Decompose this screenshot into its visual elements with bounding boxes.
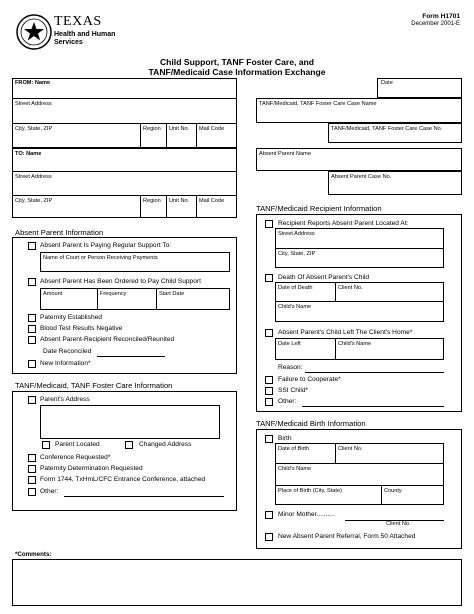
comments-field[interactable] xyxy=(12,559,462,606)
texas-hhs-logo xyxy=(14,12,134,56)
from-region-label: Region xyxy=(143,126,161,132)
form-date: December 2001-E xyxy=(411,21,460,27)
foster-other-checkbox[interactable] xyxy=(28,488,36,496)
form-title-line1: Child Support, TANF Foster Care, and xyxy=(159,57,315,67)
date-left-label: Date Left xyxy=(278,341,301,347)
foster-heading: TANF/Medicaid, TANF Foster Care Information xyxy=(15,381,173,390)
foster-other-label: Other: xyxy=(40,488,59,495)
logo-line2: Services xyxy=(54,39,83,46)
reports-label: Recipient Reports Absent Parent Located At: xyxy=(278,220,409,227)
recipient-other-label: Other: xyxy=(278,398,297,405)
reason-line[interactable] xyxy=(305,372,444,373)
death-label: Death Of Absent Parent's Child xyxy=(278,274,370,281)
court-label: Name of Court or Person Receiving Payments xyxy=(43,255,158,261)
parents-address-label: Parent's Address xyxy=(40,396,90,403)
ordered-checkbox[interactable] xyxy=(28,278,36,286)
to-block xyxy=(12,148,237,218)
birth-checkbox[interactable] xyxy=(265,435,273,443)
death-client-no-label: Client No. xyxy=(338,285,363,291)
logo-line1: Health and Human xyxy=(54,31,116,38)
birth-label: Birth xyxy=(278,435,292,442)
logo-state: TEXAS xyxy=(54,14,102,29)
referral-checkbox[interactable] xyxy=(265,533,273,541)
paying-checkbox[interactable] xyxy=(28,242,36,250)
paternity-label: Paternity Established xyxy=(40,314,102,321)
texas-seal-icon xyxy=(16,14,52,50)
blood-test-checkbox[interactable] xyxy=(28,325,36,333)
date-label: Date xyxy=(381,80,393,86)
recipient-csz-label: City, State, ZIP xyxy=(278,251,316,257)
reports-checkbox[interactable] xyxy=(265,220,273,228)
reconciled-checkbox[interactable] xyxy=(28,336,36,344)
paternity-checkbox[interactable] xyxy=(28,314,36,322)
to-street-label: Street Address xyxy=(15,174,52,180)
amount-label: Amount xyxy=(43,291,63,297)
form-title-line2: TANF/Medicaid Case Information Exchange xyxy=(148,67,326,77)
date-reconciled-label: Date Reconciled xyxy=(43,348,92,355)
form1744-label: Form 1744, TxHmL/CFC Entrance Conference, attached xyxy=(40,476,206,483)
from-csz-label: City, State, ZIP xyxy=(15,126,53,132)
parent-located-label: Parent Located xyxy=(55,441,100,448)
determination-label: Paternity Determination Requested xyxy=(40,465,143,472)
date-reconciled-line[interactable] xyxy=(97,356,165,357)
from-unit-label: Unit No. xyxy=(169,126,190,132)
comments-label: *Comments: xyxy=(15,551,52,558)
blood-test-label: Blood Test Results Negative xyxy=(40,325,123,332)
ssi-label: SSI Child* xyxy=(278,387,309,394)
left-childs-name-label: Child's Name xyxy=(338,341,372,347)
conference-label: Conference Requested* xyxy=(40,454,111,461)
foster-other-line[interactable] xyxy=(64,496,224,497)
ap-name-label: Absent Parent Name xyxy=(259,151,311,157)
parent-located-checkbox[interactable] xyxy=(42,441,50,449)
minor-client-no-label: Client No. xyxy=(386,521,411,527)
absent-parent-heading: Absent Parent Information xyxy=(15,228,104,237)
new-info-checkbox[interactable] xyxy=(28,360,36,368)
from-name-label: FROM: Name xyxy=(15,80,51,86)
to-csz-label: City, State, ZIP xyxy=(15,198,53,204)
birth-childs-name-label: Child's Name xyxy=(278,466,312,472)
birth-heading: TANF/Medicaid Birth Information xyxy=(256,419,366,428)
parents-address-field[interactable] xyxy=(40,405,220,439)
case-no-label: TANF/Medicaid, TANF Foster Care Case No. xyxy=(331,126,443,132)
to-region-label: Region xyxy=(143,198,161,204)
reconciled-label: Absent Parent-Recipient Reconciled/Reunited xyxy=(40,336,175,343)
ordered-label: Absent Parent Has Been Ordered to Pay Child Support xyxy=(40,278,201,285)
left-home-label: Absent Parent's Child Left The Client's Home* xyxy=(278,329,413,336)
recipient-other-checkbox[interactable] xyxy=(265,398,273,406)
death-childs-name-label: Child's Name xyxy=(278,304,312,310)
minor-mother-checkbox[interactable] xyxy=(265,511,273,519)
to-name-label: TO: Name xyxy=(15,151,42,157)
reason-label: Reason: xyxy=(278,364,303,371)
from-block xyxy=(12,78,237,148)
determination-checkbox[interactable] xyxy=(28,465,36,473)
county-label: County xyxy=(384,488,402,494)
changed-address-label: Changed Address xyxy=(139,441,192,448)
form1744-checkbox[interactable] xyxy=(28,476,36,484)
from-street-label: Street Address xyxy=(15,101,52,107)
frequency-label: Frequency xyxy=(100,291,127,297)
changed-address-checkbox[interactable] xyxy=(125,441,133,449)
birth-client-no-label: Client No. xyxy=(338,446,363,452)
death-checkbox[interactable] xyxy=(265,274,273,282)
failure-checkbox[interactable] xyxy=(265,376,273,384)
ssi-checkbox[interactable] xyxy=(265,387,273,395)
place-of-birth-label: Place of Birth (City, State) xyxy=(278,488,342,494)
payment-fields xyxy=(40,288,230,310)
new-info-label: New Information* xyxy=(40,360,91,367)
referral-label: New Absent Parent Referral, Form 50 Attached xyxy=(278,533,416,540)
to-mail-label: Mail Code xyxy=(199,198,225,204)
paying-label: Absent Parent Is Paying Regular Support To: xyxy=(40,242,172,249)
form-number: Form H1701 xyxy=(422,13,460,20)
left-home-checkbox[interactable] xyxy=(265,329,273,337)
recipient-heading: TANF/Medicaid Recipient Information xyxy=(256,204,382,213)
date-of-birth-label: Date of Birth xyxy=(278,446,310,452)
case-name-label: TANF/Medicaid, TANF Foster Care Case Name xyxy=(259,101,377,107)
date-of-death-label: Date of Death xyxy=(278,285,313,291)
recipient-other-line[interactable] xyxy=(302,406,444,407)
parents-address-checkbox[interactable] xyxy=(28,396,36,404)
to-unit-label: Unit No. xyxy=(169,198,190,204)
minor-mother-label: Minor Mother.......... xyxy=(278,511,335,518)
ap-case-no-label: Absent Parent Case No. xyxy=(331,174,392,180)
from-mail-label: Mail Code xyxy=(199,126,225,132)
recipient-street-label: Street Address xyxy=(278,231,315,237)
start-date-label: Start Date xyxy=(159,291,185,297)
failure-label: Failure to Cooperate* xyxy=(278,376,341,383)
conference-checkbox[interactable] xyxy=(28,454,36,462)
